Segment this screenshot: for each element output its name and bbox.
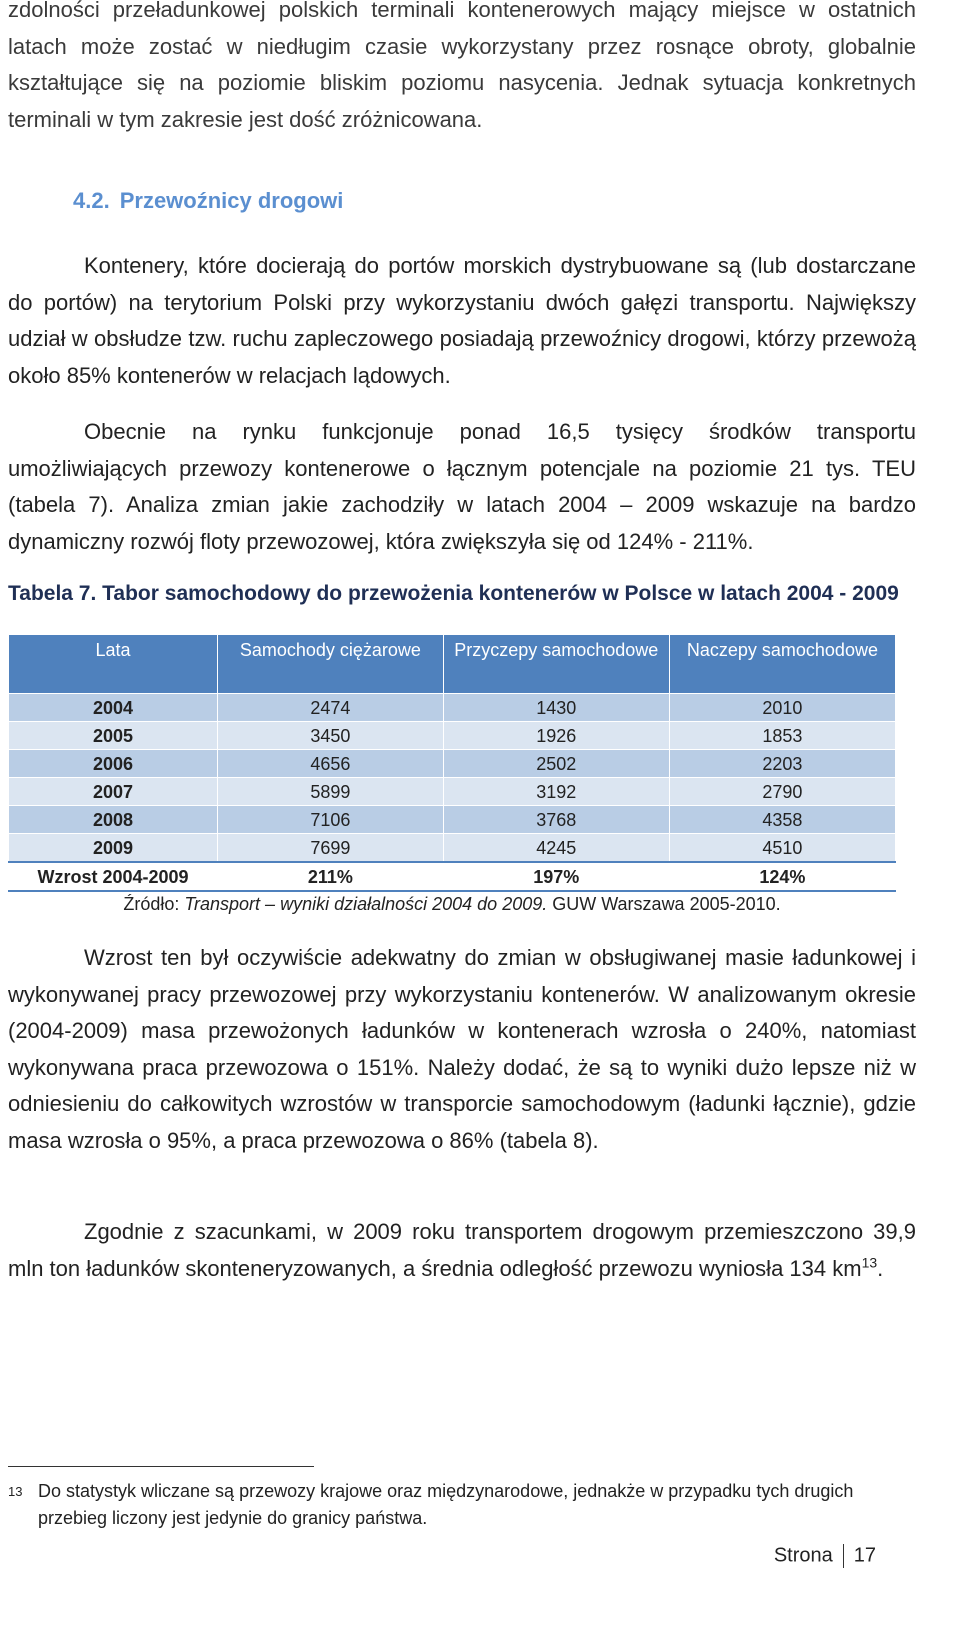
year-cell: 2009	[9, 834, 218, 863]
table-cell: 7699	[218, 834, 444, 863]
table-row	[9, 750, 896, 778]
table-cell: 2010	[669, 694, 895, 722]
year-cell: 2005	[9, 722, 218, 750]
source-suffix: GUW Warszawa 2005-2010.	[547, 894, 781, 914]
header-cell: Przyczepy samochodowe	[443, 635, 669, 694]
year-cell: 2007	[9, 778, 218, 806]
table-cell: 7106	[218, 806, 444, 834]
table-row	[9, 778, 896, 806]
table-cell: 2502	[443, 750, 669, 778]
growth-label-cell: Wzrost 2004-2009	[9, 862, 218, 891]
paragraph-block-2	[8, 414, 916, 560]
paragraph-4-end: .	[877, 1255, 884, 1281]
year-cell: 2008	[9, 806, 218, 834]
footnote-divider	[8, 1466, 314, 1467]
footnote	[8, 1478, 916, 1532]
table-cell: 3192	[443, 778, 669, 806]
table-cell: 3450	[218, 722, 444, 750]
table-caption: Tabela 7. Tabor samochodowy do przewożenia kontenerów w Polsce w latach 2004 - 2009	[8, 582, 899, 605]
paragraph-block-4	[8, 1214, 916, 1287]
table-row	[9, 834, 896, 863]
paragraph-block-1	[8, 248, 916, 394]
page-label: Strona	[773, 1544, 833, 1567]
table-cell: 1926	[443, 722, 669, 750]
fleet-table	[8, 634, 896, 892]
table-cell: 2790	[669, 778, 895, 806]
table-cell: 4656	[218, 750, 444, 778]
intro-paragraph: zdolności przeładunkowej polskich terminali kontenerowych mający miejsce w ostatnich latach może zostać w niedługim czasie wykorzystany przez rosnące obroty, globalnie kształtujące się na poziomie bliskim poziomu nasycenia. Jednak sytuacja konkretnych terminali w tym zakresie jest dość zróżnicowana.	[8, 0, 916, 132]
source-prefix: Źródło:	[123, 894, 185, 914]
growth-cell: 211%	[218, 862, 444, 891]
table-cell: 4510	[669, 834, 895, 863]
section-heading	[73, 188, 353, 214]
paragraph-4-text: Zgodnie z szacunkami, w 2009 roku transportem drogowym przemieszczono 39,9 mln ton ładunków skonteneryzowanych, a średnia odległość przewozu wyniosła 134 km	[8, 1219, 916, 1281]
header-cell: Naczepy samochodowe	[669, 635, 895, 694]
table-cell: 5899	[218, 778, 444, 806]
table-cell: 2203	[669, 750, 895, 778]
intro-block	[8, 0, 916, 138]
growth-cell: 124%	[669, 862, 895, 891]
section-title: Przewoźnicy drogowi	[119, 188, 344, 213]
year-cell: 2004	[9, 694, 218, 722]
section-number: 4.2.	[73, 188, 110, 213]
growth-row	[9, 862, 896, 891]
table-cell: 4358	[669, 806, 895, 834]
table-cell: 1430	[443, 694, 669, 722]
paragraph-2: Obecnie na rynku funkcjonuje ponad 16,5 tysięcy środków transportu umożliwiających przewozy kontenerowe o łącznym potencjale na poziomie 21 tys. TEU (tabela 7). Analiza zmian jakie zachodziły w latach 2004 – 2009 wskazuje na bardzo dynamiczny rozwój floty przewozowej, która zwiększyła się od 124% - 211%.	[8, 419, 916, 554]
table-source	[8, 894, 896, 915]
paragraph-4	[8, 1214, 916, 1287]
table-header-row	[9, 635, 896, 694]
header-cell: Samochody ciężarowe	[218, 635, 444, 694]
footnote-number: 13	[8, 1484, 23, 1499]
paragraph-1: Kontenery, które docierają do portów morskich dystrybuowane są (lub dostarczane do portów) na terytorium Polski przy wykorzystaniu dwóch gałęzi transportu. Największy udział w obsłudze tzw. ruchu zapleczowego posiadają przewoźnicy drogowi, którzy przewożą około 85% kontenerów w relacjach lądowych.	[8, 253, 916, 388]
table-cell: 1853	[669, 722, 895, 750]
page-separator	[843, 1544, 844, 1568]
page-value: 17	[853, 1544, 876, 1567]
page-number	[774, 1544, 876, 1568]
footnote-ref[interactable]: 13	[861, 1254, 878, 1271]
source-title: Transport – wyniki działalności 2004 do 2009.	[184, 894, 548, 914]
table-cell: 3768	[443, 806, 669, 834]
table-cell: 4245	[443, 834, 669, 863]
table-row	[9, 722, 896, 750]
year-cell: 2006	[9, 750, 218, 778]
table-cell: 2474	[218, 694, 444, 722]
table-row	[9, 806, 896, 834]
table-row	[9, 694, 896, 722]
growth-cell: 197%	[443, 862, 669, 891]
paragraph-block-3	[8, 940, 916, 1159]
footnote-text: Do statystyk wliczane są przewozy krajowe oraz międzynarodowe, jednakże w przypadku tych drugich przebieg liczony jest jedynie do granicy państwa.	[38, 1481, 854, 1528]
paragraph-3: Wzrost ten był oczywiście adekwatny do zmian w obsługiwanej masie ładunkowej i wykonywanej pracy przewozowej przy wykorzystaniu kontenerów. W analizowanym okresie (2004-2009) masa przewożonych ładunków w kontenerach wzrosła o 240%, natomiast wykonywana praca przewozowa o 151%. Należy dodać, że są to wyniki dużo lepsze niż w odniesieniu do całkowitych wzrostów w transporcie samochodowym (ładunki łącznie), gdzie masa wzrosła o 95%, a praca przewozowa o 86% (tabela 8).	[8, 945, 916, 1153]
header-cell: Lata	[9, 635, 218, 694]
